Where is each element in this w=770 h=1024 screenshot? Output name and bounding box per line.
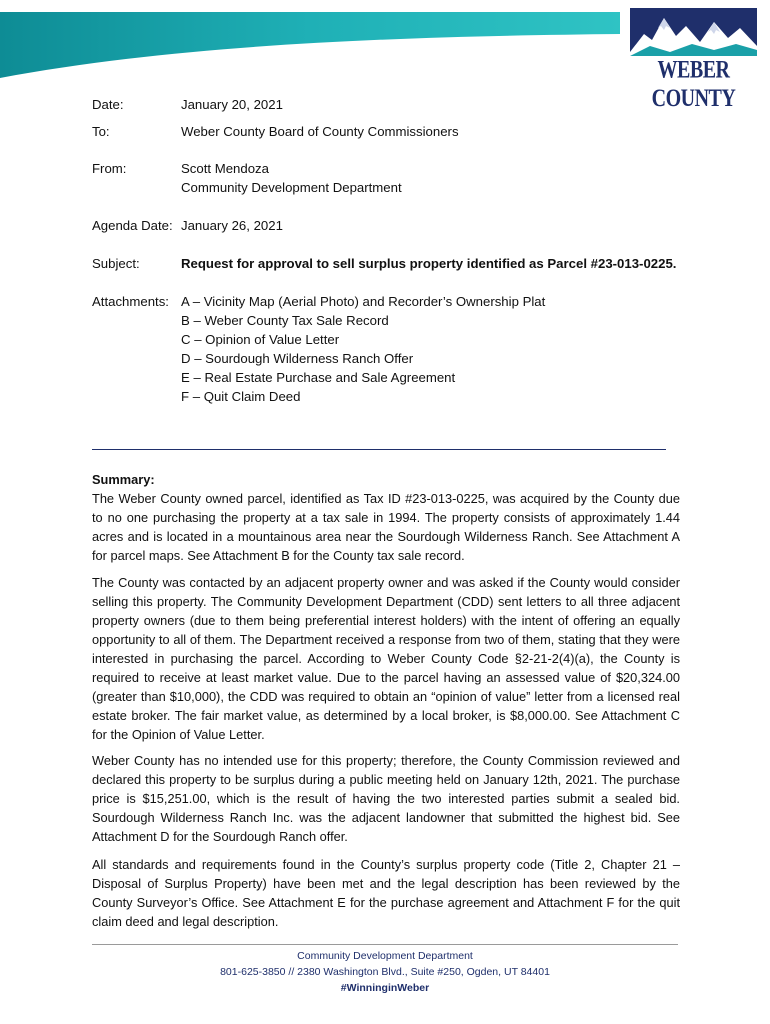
agenda-date-value: January 26, 2021 xyxy=(181,218,283,233)
to-value: Weber County Board of County Commissioners xyxy=(181,124,459,139)
date-value: January 20, 2021 xyxy=(181,97,283,112)
agenda-date-label: Agenda Date: xyxy=(92,218,173,233)
attachment-item: B – Weber County Tax Sale Record xyxy=(181,313,389,328)
mountain-icon xyxy=(630,8,757,56)
attachments-label: Attachments: xyxy=(92,294,169,309)
footer-contact: 801-625-3850 // 2380 Washington Blvd., Suite #250, Ogden, UT 84401 xyxy=(220,966,550,978)
logo-wordmark: WEBER COUNTY xyxy=(651,56,736,113)
from-department: Community Development Department xyxy=(181,180,402,195)
subject-value: Request for approval to sell surplus property identified as Parcel #23-013-0225. xyxy=(181,256,677,271)
header-banner xyxy=(0,0,620,90)
from-label: From: xyxy=(92,161,127,176)
summary-paragraph: Weber County has no intended use for this property; therefore, the County Commission reviewed and declared this property to be surplus during a public meeting held on January 12th, 2021. The purchase price is $15,251.00, which is the result of having the two interested parties submit a sealed bid. Sourdough Wilderness Ranch Inc. was the adjacent landowner that submitted the highest bid. See Attachment D for the Sourdough Ranch offer. xyxy=(92,753,680,844)
date-label: Date: xyxy=(92,97,124,112)
from-name: Scott Mendoza xyxy=(181,161,269,176)
section-divider xyxy=(92,449,666,450)
attachment-item: F – Quit Claim Deed xyxy=(181,389,301,404)
attachment-item: E – Real Estate Purchase and Sale Agreement xyxy=(181,370,456,385)
attachment-item: C – Opinion of Value Letter xyxy=(181,332,340,347)
summary-paragraph: The County was contacted by an adjacent property owner and was asked if the County would consider selling this property. The Community Development Department (CDD) sent letters to all three adjacent property owners (due to them being preferential interest holders) with the intent of offering an equally opportunity to all of them. The Department received a response from two of them, stating that they were interested in purchasing the parcel. According to Weber County Code §2-21-2(4)(a), the County is required to receive at least market value. Due to the parcel having an assessed value of $20,324.00 (greater than $10,000), the CDD was required to obtain an “opinion of value” letter from a licensed real estate broker. The fair market value, as determined by a local broker, is $8,000.00. See Attachment C for the Opinion of Value Letter. xyxy=(92,575,680,742)
weber-county-logo xyxy=(630,8,757,113)
summary-heading: Summary: xyxy=(92,472,155,487)
summary-paragraph: All standards and requirements found in the County’s surplus property code (Title 2, Chapter 21 – Disposal of Surplus Property) have been met and the legal description has been reviewed by the County Surveyor’s Office. See Attachment E for the purchase agreement and Attachment F for the quit claim deed and legal description. xyxy=(92,857,680,929)
footer-department: Community Development Department xyxy=(297,950,473,962)
to-label: To: xyxy=(92,124,110,139)
footer-hashtag: #WinninginWeber xyxy=(340,982,430,994)
attachment-item: A – Vicinity Map (Aerial Photo) and Recorder’s Ownership Plat xyxy=(181,294,546,309)
footer-divider xyxy=(92,944,678,945)
summary-paragraph: The Weber County owned parcel, identified as Tax ID #23-013-0225, was acquired by the County due to no one purchasing the property at a tax sale in 1994. The property consists of approximately 1.44 acres and is located in a mountainous area near the Sourdough Wilderness Ranch. See Attachment A for parcel maps. See Attachment B for the County tax sale record. xyxy=(92,491,680,563)
attachment-item: D – Sourdough Wilderness Ranch Offer xyxy=(181,351,414,366)
subject-label: Subject: xyxy=(92,256,140,271)
